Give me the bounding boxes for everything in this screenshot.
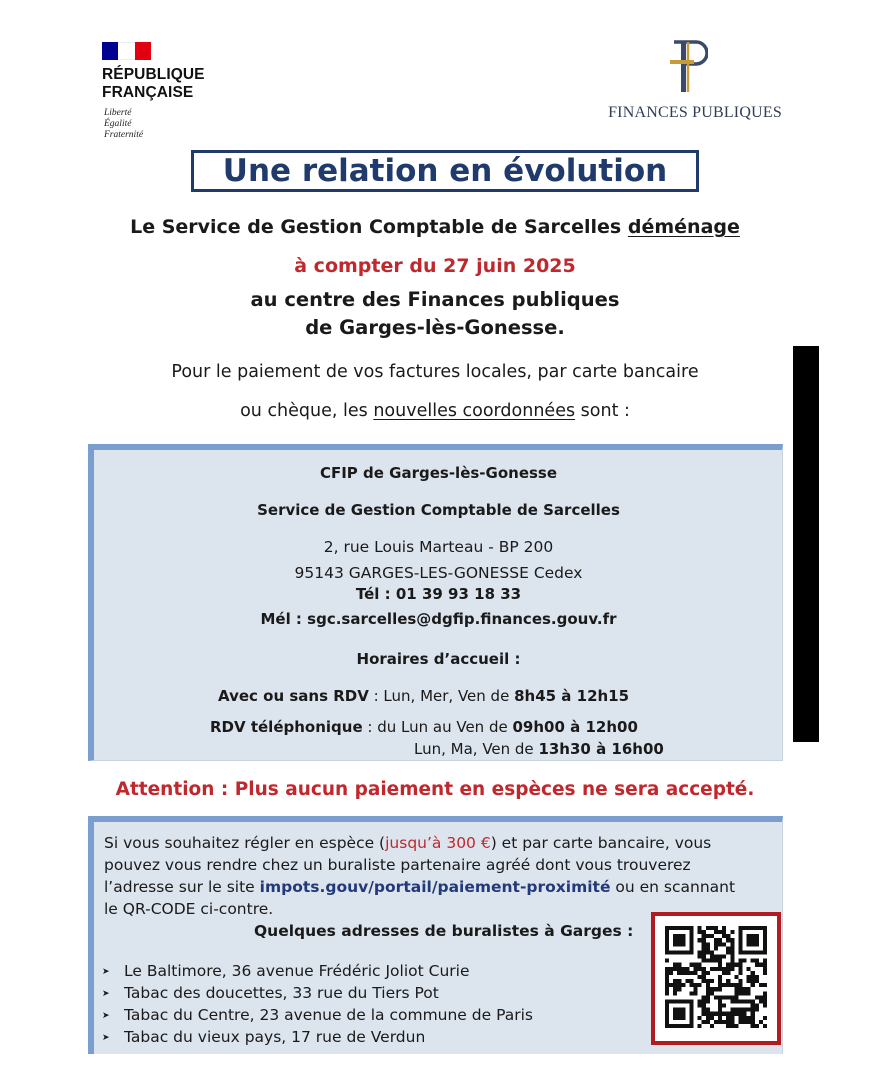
address-line2: 95143 GARGES-LES-GONESSE Cedex — [294, 564, 583, 582]
list-item — [102, 1028, 425, 1046]
list-item-text: Tabac du vieux pays, 17 rue de Verdun — [124, 1028, 426, 1046]
list-item — [102, 1006, 533, 1024]
french-flag-icon — [102, 42, 151, 60]
hours-title: Horaires d’accueil : — [356, 650, 521, 668]
service-name: Service de Gestion Comptable de Sarcelles — [257, 501, 620, 519]
rf-name-line1: RÉPUBLIQUE — [102, 66, 205, 83]
arrowhead-bullet-icon: ➤ — [102, 1011, 110, 1021]
intro-line1-underlined: déménage — [627, 216, 740, 238]
motto-egalite: Égalité — [104, 119, 132, 129]
list-item — [102, 984, 439, 1002]
buralistes-list-title: Quelques adresses de buralistes à Garges : — [254, 922, 634, 940]
rf-name-line2: FRANÇAISE — [102, 84, 194, 101]
email: Mél : sgc.sarcelles@dgfip.finances.gouv.fr — [260, 610, 617, 628]
arrowhead-bullet-icon: ➤ — [102, 967, 110, 977]
hours2-label: RDV téléphonique — [210, 718, 363, 736]
intro-line4: de Garges-lès-Gonesse. — [305, 316, 565, 339]
fp-name: FINANCES PUBLIQUES — [608, 104, 782, 121]
intro-line3: au centre des Finances publiques — [250, 288, 620, 311]
hours-phone-afternoon — [414, 740, 664, 758]
intro-line1 — [0, 216, 870, 238]
qr-code-frame[interactable] — [651, 912, 781, 1045]
buralistes-p1 — [104, 832, 711, 854]
buralistes-p4: le QR-CODE ci-contre. — [104, 900, 274, 918]
attention-notice: Attention : Plus aucun paiement en espèces ne sera accepté. — [115, 779, 755, 800]
hours3-time: 13h30 à 16h00 — [538, 740, 664, 758]
list-item-text: Tabac du Centre, 23 avenue de la commune de Paris — [124, 1006, 533, 1024]
fp-monogram-icon — [666, 38, 708, 94]
intro-date: à compter du 27 juin 2025 — [294, 255, 576, 277]
rf-motto — [104, 108, 143, 141]
hours1-label: Avec ou sans RDV — [218, 687, 369, 705]
contact-info-box — [88, 444, 783, 761]
buralistes-p3 — [104, 876, 735, 898]
p3-a: l’adresse sur le site — [104, 878, 260, 896]
impots-link[interactable]: impots.gouv/portail/paiement-proximité — [259, 878, 611, 896]
title-box — [191, 150, 699, 192]
p1-b: ) et par carte bancaire, vous — [490, 834, 712, 852]
hours-walk-in — [218, 687, 629, 705]
side-black-bar — [793, 346, 819, 742]
rf-name — [102, 66, 205, 102]
hours3-days: Lun, Ma, Ven de — [414, 740, 539, 758]
motto-liberte: Liberté — [104, 108, 132, 118]
intro-line6-a: ou chèque, les — [240, 401, 374, 421]
motto-fraternite: Fraternité — [104, 130, 144, 140]
intro-line6-underlined: nouvelles coordonnées — [373, 401, 576, 421]
list-item-text: Le Baltimore, 36 avenue Frédéric Joliot Curie — [124, 962, 470, 980]
hours1-days: : Lun, Mer, Ven de — [368, 687, 515, 705]
republique-francaise-logo — [102, 42, 242, 152]
address-line1: 2, rue Louis Marteau - BP 200 — [323, 538, 554, 556]
buralistes-p2: pouvez vous rendre chez un buraliste partenaire agréé dont vous trouverez — [104, 856, 691, 874]
p1-limit: jusqu’à 300 € — [385, 834, 491, 852]
hours2-time: 09h00 à 12h00 — [512, 718, 638, 736]
hours1-time: 8h45 à 12h15 — [514, 687, 630, 705]
intro-line6 — [0, 401, 870, 421]
hours-phone — [210, 718, 638, 736]
center-name: CFIP de Garges-lès-Gonesse — [319, 464, 558, 482]
arrowhead-bullet-icon: ➤ — [102, 989, 110, 999]
list-item-text: Tabac des doucettes, 33 rue du Tiers Pot — [124, 984, 439, 1002]
intro-line6-b: sont : — [575, 401, 630, 421]
intro-line5: Pour le paiement de vos factures locales, par carte bancaire — [171, 362, 699, 382]
hours2-days: : du Lun au Ven de — [362, 718, 513, 736]
intro-line1-text: Le Service de Gestion Comptable de Sarcelles — [130, 216, 628, 238]
qr-code-icon[interactable] — [665, 926, 767, 1028]
p3-b: ou en scannant — [610, 878, 736, 896]
finances-publiques-logo — [600, 38, 790, 128]
arrowhead-bullet-icon: ➤ — [102, 1033, 110, 1043]
page-title: Une relation en évolution — [222, 153, 668, 189]
phone: Tél : 01 39 93 18 33 — [355, 585, 522, 603]
list-item — [102, 962, 470, 980]
p1-a: Si vous souhaitez régler en espèce ( — [104, 834, 386, 852]
